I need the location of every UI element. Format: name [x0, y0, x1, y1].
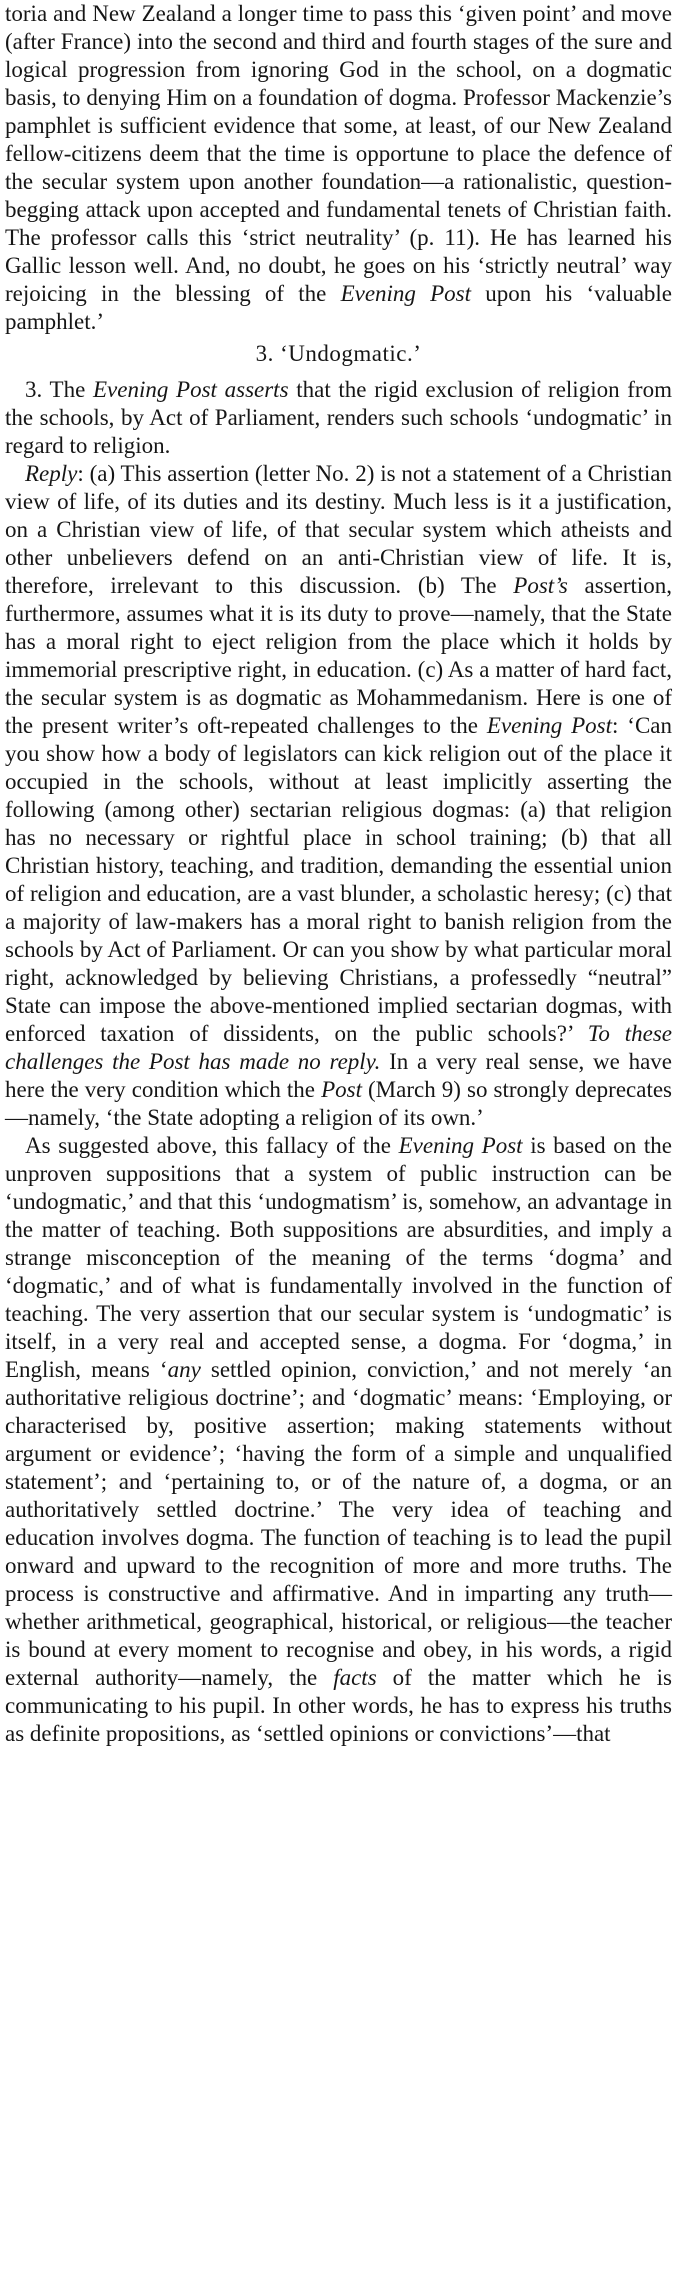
section-heading: 3. ‘Undogmatic.’	[255, 341, 422, 366]
text-run: As suggested above, this fallacy of the	[25, 1133, 399, 1158]
text-run: upon his ‘valuable pamphlet.’	[5, 281, 673, 334]
italic-text: Reply	[25, 461, 78, 486]
paragraph	[5, 1132, 672, 1748]
text-run: : ‘Can you show how a body of legislators can kick religion out of the place it occupied in the schools, without at least implicitly asserting the following (among other) sectarian religious dogmas: (a) that religion has no necessary or rightful place in school training; (b) that all Christian history, teaching, and tradition, demanding the essential union of religion and education, are a vast blunder, a scholastic heresy; (c) that a majority of law-makers has a moral right to banish religion from the schools by Act of Parliament. Or can you show by what particular moral right, acknowledged by believing Christians, a professedly “neutral” State can impose the above-mentioned implied sectarian dogmas, with enforced taxation of dissidents, on the public schools?’	[5, 713, 672, 1046]
text-run: 3. The	[25, 377, 93, 402]
paragraph	[5, 0, 672, 336]
text-run: assertion, furthermore, assumes what it is its duty to prove—namely, that the State has a moral right to eject religion from the place which it holds by immemorial prescriptive right, in education. (c) As a matter of hard fact, the secular system is as dogmatic as Mohammedanism. Here is one of the present writer’s oft-repeated challenges to the	[5, 573, 673, 738]
text-run: that the rigid exclusion of religion from the schools, by Act of Parliament, renders such schools ‘undogmatic’ in regard to religion.	[5, 377, 672, 458]
italic-text: Evening Post asserts	[92, 377, 289, 402]
italic-text: any	[167, 1357, 201, 1382]
italic-text: Post’s	[513, 573, 568, 598]
italic-text: To these challenges the Post has made no reply.	[5, 1021, 672, 1074]
text-run: settled opinion, conviction,’ and not merely ‘an authoritative religious doctrine’; and ‘dogmatic’ means: ‘Employing, or characterised by, positive assertion; making statements without argument or evidence’; ‘having the form of a simple and unqualified statement’; and ‘pertaining to, or of the nature of, a dogma, or an authoritatively settled doctrine.’ The very idea of teaching and education involves dogma. The function of teaching is to lead the pupil onward and upward to the recognition of more and more truths. The process is constructive and affirmative. And in imparting any truth—whether arithmetical, geographical, historical, or religious—the teacher is bound at every moment to recognise and obey, in his words, a rigid external authority—namely, the	[5, 1357, 672, 1690]
italic-text: facts	[333, 1665, 377, 1690]
text-run: : (a) This assertion (letter No. 2) is not a statement of a Christian view of life, of its duties and its destiny. Much less is it a justification, on a Christian view of life, of that secular system which atheists and other unbelievers defend on an anti-Christian view of life. It is, therefore, irrelevant to this discussion. (b) The	[5, 461, 672, 598]
paragraph	[5, 460, 672, 1132]
section-body	[5, 376, 672, 1748]
italic-text: Evening Post	[398, 1133, 523, 1158]
text-run: (March 9) so strongly deprecates—namely, ‘the State adopting a religion of its own.’	[5, 1077, 672, 1130]
italic-text: Post	[321, 1077, 362, 1102]
continued-paragraph-block	[5, 0, 672, 336]
text-run: toria and New Zealand a longer time to pass this ‘given point’ and move (after France) into the second and third and fourth stages of the sure and logical progression from ignoring God in the school, on a dogmatic basis, to denying Him on a foundation of dogma. Professor Mackenzie’s pamphlet is sufficient evidence that some, at least, of our New Zealand fellow-citizens deem that the time is opportune to place the defence of the secular system upon another foundation—a rationalistic, question-begging attack upon accepted and fundamental tenets of Christian faith. The professor calls this ‘strict neutrality’ (p. 11). He has learned his Gallic lesson well. And, no doubt, he goes on his ‘strictly neutral’ way rejoicing in the blessing of the	[5, 1, 672, 306]
text-run: of the matter which he is communicating to his pupil. In other words, he has to express his truths as definite propositions, as ‘settled opinions or convictions’—that	[5, 1665, 673, 1746]
text-run: In a very real sense, we have here the very condition which the	[5, 1049, 673, 1102]
italic-text: Evening Post	[486, 713, 613, 738]
italic-text: Evening Post	[340, 281, 472, 306]
paragraph	[5, 376, 672, 460]
text-run: is based on the unproven suppositions that a system of public instruction can be ‘undogmatic,’ and that this ‘undogmatism’ is, somehow, an advantage in the matter of teaching. Both suppositions are absurdities, and imply a strange misconception of the meaning of the terms ‘dogma’ and ‘dogmatic,’ and of what is fundamentally involved in the function of teaching. The very assertion that our secular system is ‘undogmatic’ is itself, in a very real and accepted sense, a dogma. For ‘dogma,’ in English, means ‘	[5, 1133, 672, 1382]
